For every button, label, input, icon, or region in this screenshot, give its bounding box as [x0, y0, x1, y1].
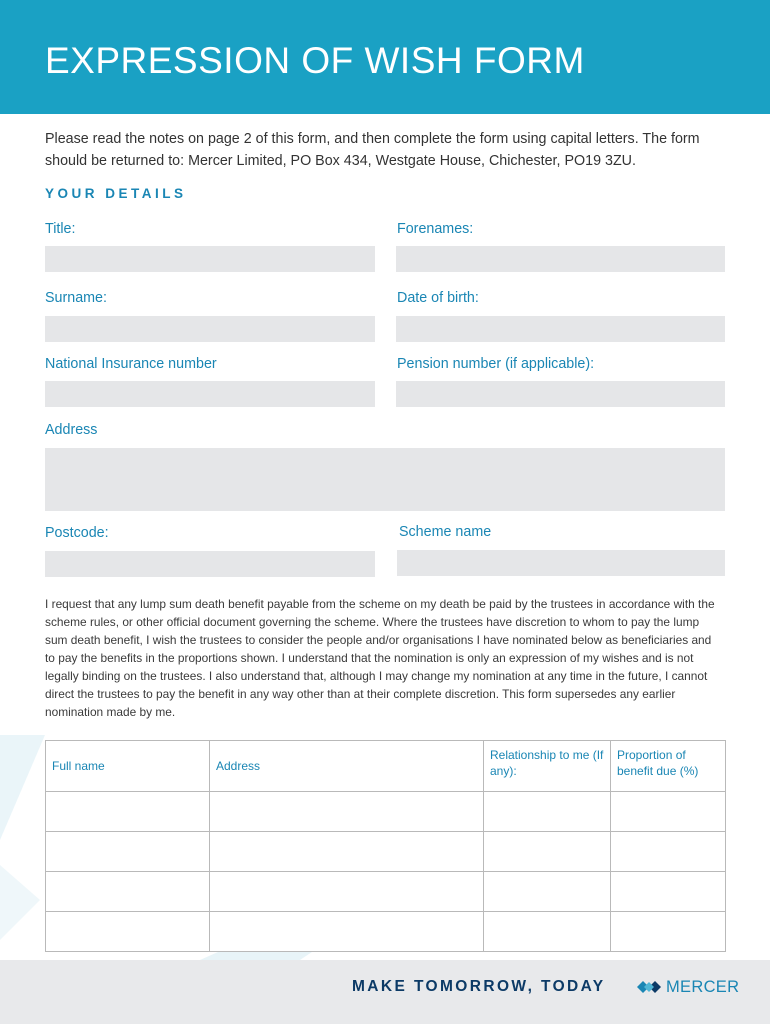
cell-full-name[interactable]	[46, 872, 210, 912]
mercer-logo	[637, 976, 739, 998]
forenames-field[interactable]	[396, 246, 725, 272]
header-address: Address	[210, 741, 484, 792]
form-title: EXPRESSION OF WISH FORM	[45, 40, 585, 81]
ni-number-label: National Insurance number	[45, 356, 217, 372]
cell-full-name[interactable]	[46, 792, 210, 832]
table-header-row	[46, 741, 726, 792]
intro-text: Please read the notes on page 2 of this form, and then complete the form using capital letters. The form should be returned to: Mercer Limited, PO Box 434, Westgate House, Chichester, PO19 3ZU.	[45, 131, 700, 169]
dob-label: Date of birth:	[397, 290, 479, 306]
nominee-table	[45, 740, 726, 952]
dob-field[interactable]	[396, 316, 725, 342]
footer-tagline: MAKE TOMORROW, TODAY	[352, 978, 606, 995]
cell-proportion[interactable]	[611, 832, 726, 872]
cell-relationship[interactable]	[484, 912, 611, 952]
table-row	[46, 912, 726, 952]
header-full-name: Full name	[46, 741, 210, 792]
ni-number-field[interactable]	[45, 381, 375, 407]
cell-full-name[interactable]	[46, 832, 210, 872]
title-label: Title:	[45, 221, 76, 237]
scheme-name-label: Scheme name	[399, 524, 492, 540]
table-row	[46, 872, 726, 912]
cell-proportion[interactable]	[611, 792, 726, 832]
cell-address[interactable]	[210, 872, 484, 912]
header-banner	[0, 0, 770, 114]
postcode-field[interactable]	[45, 551, 375, 577]
surname-label: Surname:	[45, 290, 107, 306]
table-row	[46, 792, 726, 832]
cell-address[interactable]	[210, 832, 484, 872]
cell-address[interactable]	[210, 912, 484, 952]
cell-proportion[interactable]	[611, 872, 726, 912]
address-label: Address	[45, 422, 98, 438]
cell-full-name[interactable]	[46, 912, 210, 952]
header-relationship: Relationship to me (If any):	[484, 741, 611, 792]
cell-relationship[interactable]	[484, 792, 611, 832]
section-title-your-details: YOUR DETAILS	[45, 186, 187, 201]
cell-address[interactable]	[210, 792, 484, 832]
title-field[interactable]	[45, 246, 375, 272]
cell-relationship[interactable]	[484, 872, 611, 912]
pension-number-field[interactable]	[396, 381, 725, 407]
declaration-text: I request that any lump sum death benefit payable from the scheme on my death be paid by the trustees in accordance with the scheme rules, or other official document governing the scheme. Where the trustees have discretion to whom to pay the lump sum death benefit, I wish the trustees to consider the people and/or organisations I have nominated below as beneficiaries and to pay the benefits in the proportions shown. I understand that the nomination is only an expression of my wishes and is not legally binding on the trustees. I also understand that, although I may change my nomination at any time in the future, I cannot direct the trustees to pay the benefit in any way other than at their complete discretion. This form supersedes any earlier nomination made by me.	[45, 597, 715, 719]
mercer-logo-icon	[637, 979, 661, 995]
forenames-label: Forenames:	[397, 221, 474, 237]
table-row	[46, 832, 726, 872]
mercer-wordmark: MERCER	[666, 977, 740, 996]
header-proportion: Proportion of benefit due (%)	[611, 741, 726, 792]
postcode-label: Postcode:	[45, 525, 109, 541]
pension-number-label: Pension number (if applicable):	[397, 356, 595, 372]
cell-proportion[interactable]	[611, 912, 726, 952]
address-field[interactable]	[45, 448, 725, 511]
cell-relationship[interactable]	[484, 832, 611, 872]
surname-field[interactable]	[45, 316, 375, 342]
scheme-name-field[interactable]	[397, 550, 725, 576]
